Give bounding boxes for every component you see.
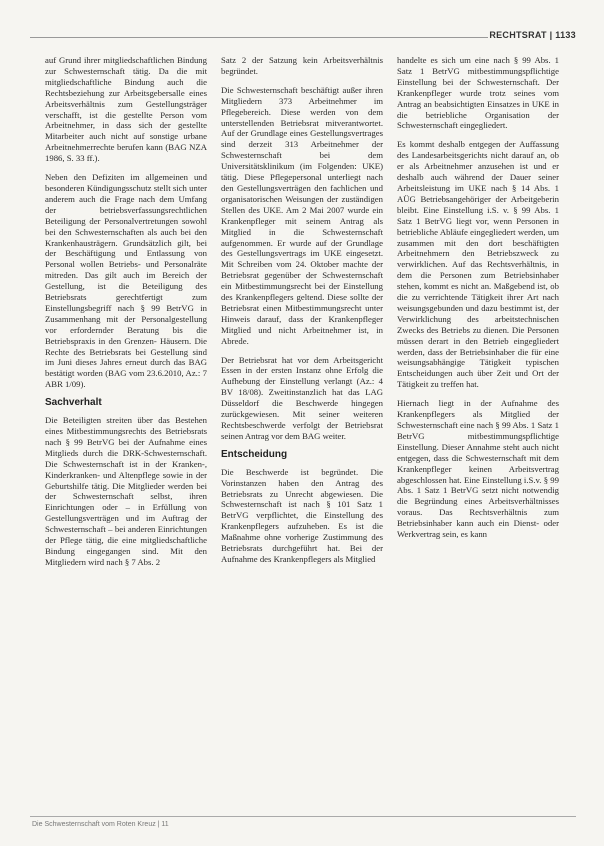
section-heading: Entscheidung [221,448,288,460]
paragraph: Hiernach liegt in der Aufnahme des Krankenpflegers als Mitglied der Schwesternschaft eine nach § 99 Abs. 1 Satz 1 BetrVG mitbestimmungspflichtige Einstellung. Dieser Annahme steht auch nicht entgegen, dass die Schwesternschaft mit dem Krankenpfleger keinen Arbeitsvertrag abgeschlossen hat. Eine Einstellung i.S.v. § 99 Abs. 1 Satz 1 BetrVG setzt nicht notwendig die Begründung eines Arbeitsverhältnisses voraus. Das Rechtsverhältnis zum Betriebsinhaber kann auch ein Dienst- oder Werkvertrag sein, es kann [397,398,559,540]
footer-rule [30,816,576,817]
paragraph: Neben den Defiziten im allgemeinen und besonderen Kündigungsschutz stellt sich unter anderem auch die Frage nach dem Umfang der betriebsverfassungsrechtlichen Beteiligung der Personalvertretungen sowohl bei den Schwesternschaften als auch bei den Krankenhausträgern. Grundsätzlich gilt, bei der Beschäftigung und Entlassung von Personal wollen Betriebs- und Personalräte mitreden. Das gilt auch im Bereich der Gestellung, ist die Beteiligung des Betriebsrats gerechtfertigt zum Einstellungsbegriff nach § 99 BetrVG in Zusammenhang mit der Personalgestellung vor erfordernder Beratung bis die Betriebspraxis in den Grenzen- Häusern. Die Rechte des Betriebsrats bei Gestellung sind im Juni dieses Jahres erneut durch das BAG bestätigt worden (BAG vom 23.6.2010, Az.: 7 ABR 1/09). [45,172,207,390]
page-footer [30,816,576,832]
paragraph: Die Beschwerde ist begründet. Die Vorinstanzen haben den Antrag des Betriebsrats zu Unrecht abgewiesen. Die Schwesternschaft ist nach § 101 Satz 1 BetrVG verpflichtet, die Einstellung des Krankenpflegers aufzuheben. Es ist die Maßnahme ohne vorherige Zustimmung des Betriebsrats durchgeführt hat. Bei der Aufnahme des Krankenpflegers als Mitglied [221,466,383,564]
header-rule [30,37,488,38]
footer-text: Die Schwesternschaft vom Roten Kreuz | 11 [32,821,169,828]
paragraph: Der Betriebsrat hat vor dem Arbeitsgericht Essen in der ersten Instanz ohne Erfolg die Aufhebung der Einstellung verlangt (Az.: 4 BV 18/08). Zweitinstanzlich hat das LAG Düsseldorf die Beschwerde hingegen zurückgewiesen. Mit seiner weiteren Rechtsbeschwerde verfolgt der Betriebsrat seinen Antrag vor dem BAG weiter. [221,354,383,441]
section-label: RECHTSRAT | 1133 [489,30,576,40]
paragraph: Die Beteiligten streiten über das Bestehen eines Mitbestimmungsrechts des Betriebsrats nach § 99 BetrVG bei der Aufnahme eines Mitglieds durch die DRK-Schwesternschaft. Die Schwesternschaft ist in der Kranken-, Kinderkranken- und Altenpflege sowie in der Geburtshilfe tätig. Die Mitglieder werden bei der Schwesternschaft selbst, ihren Einrichtungen oder – in Erfüllung von Gestellungsverträgen und im Auftrag der Schwesternschaft – bei anderen Einrichtungen der Pflege tätig, die eine mitgliedschaftliche Bindung eingegangen sind. Mit den Mitgliedern wird nach § 7 Abs. 2 [45,415,207,567]
paragraph: handelte es sich um eine nach § 99 Abs. 1 Satz 1 BetrVG mitbestimmungspflichtige Einstellung bei der Schwesternschaft. Der Krankenpfleger wurde trotz seines vom Antrag an beabsichtigten Einsatzes in UKE in die betriebliche Organisation der Schwesternschaft eingegliedert. [397,55,559,131]
paragraph: auf Grund ihrer mitgliedschaftlichen Bindung zur Schwesternschaft tätig. Da die mit mitgliedschaftliche Bindung auch die Rechtsbeziehung zur Arbeitsgebersalle eines Arbeitsverhältnis zum Gestellungsträger verschafft, ist die gestellte Person vom Arbeitnehmer, in dass sich der gestellte Mitarbeiter auch nicht auf sonstige urbane Arbeitnehmerrechte berufen kann (BAG NZA 1986, S. 33 ff.). [45,55,207,164]
article-body [45,55,565,815]
paragraph: Es kommt deshalb entgegen der Auffassung des Landesarbeitsgerichts nicht darauf an, ob er als Arbeitnehmer anzusehen ist und er deshalb auch während der Dauer seiner Arbeitsleistung im UKE nach § 14 Abs. 1 AÜG Betriebsangehöriger der Arbeitgeberin bleibt. Eine Einstellung i.S. v. § 99 Abs. 1 Satz 1 BetrVG liegt vor, wenn Personen in betriebliche Abläufe eingegliedert werden, um zusammen mit den dort beschäftigten Arbeitnehmern den Betriebszweck zu verwirklichen. Auf das Rechtsverhältnis, in dem die Personen zum Betriebsinhaber stehen, kommt es nicht an. Maßgebend ist, ob die zu verrichtende Tätigkeit ihrer Art nach weisungsgebunden und dazu bestimmt ist, der Verwirklichung des arbeitstechnischen Zwecks des Betriebs zu dienen. Die Personen müssen derart in den Betrieb eingegliedert werden, dass der Betriebsinhaber die für eine weisungsabhängige Tätigkeit typischen Entscheidungen auch über Zeit und Ort der Tätigkeit zu treffen hat. [397,139,559,390]
text-column-3 [397,55,559,815]
paragraph: Satz 2 der Satzung kein Arbeitsverhältnis begründet. [221,55,383,76]
page-header [30,27,576,45]
section-heading: Sachverhalt [45,397,102,409]
text-column-2 [221,55,383,815]
text-column-1 [45,55,207,815]
paragraph: Die Schwesternschaft beschäftigt außer ihren Mitgliedern 373 Arbeitnehmer im Pflegebereich. Diese werden von dem unterstellenden Betriebsrat mitverantwortet. Auf der Grundlage eines Gestellungsvertrages sind derzeit 313 Arbeitnehmer der Schwesternschaft bei dem Universitätsklinikum (im Folgenden: UKE) tätig. Diese Pflegepersonal unterliegt nach den Gestellungsverträgen den fachlichen und organisatorischen Weisungen der zuständigen Stellen des UKE. Am 2 Mai 2007 wurde ein Krankenpfleger mit seinem Antrag als Mitglied in die Schwesternschaft aufgenommen. Er wurde auf der Grundlage des Gestellungsvertrags im UKE eingesetzt. Mit Schreiben vom 24. Oktober machte der Betriebsrat gegenüber der Schwesternschaft ein Mitbestimmungsrecht bei der Einstellung des Krankenpflegers geltend. Diese sollte der Betriebsrat einen Mitbestimmungsrecht unter Hinweis darauf, dass der Krankenpfleger Mitglied und nicht Arbeitnehmer ist, in Abrede. [221,84,383,346]
